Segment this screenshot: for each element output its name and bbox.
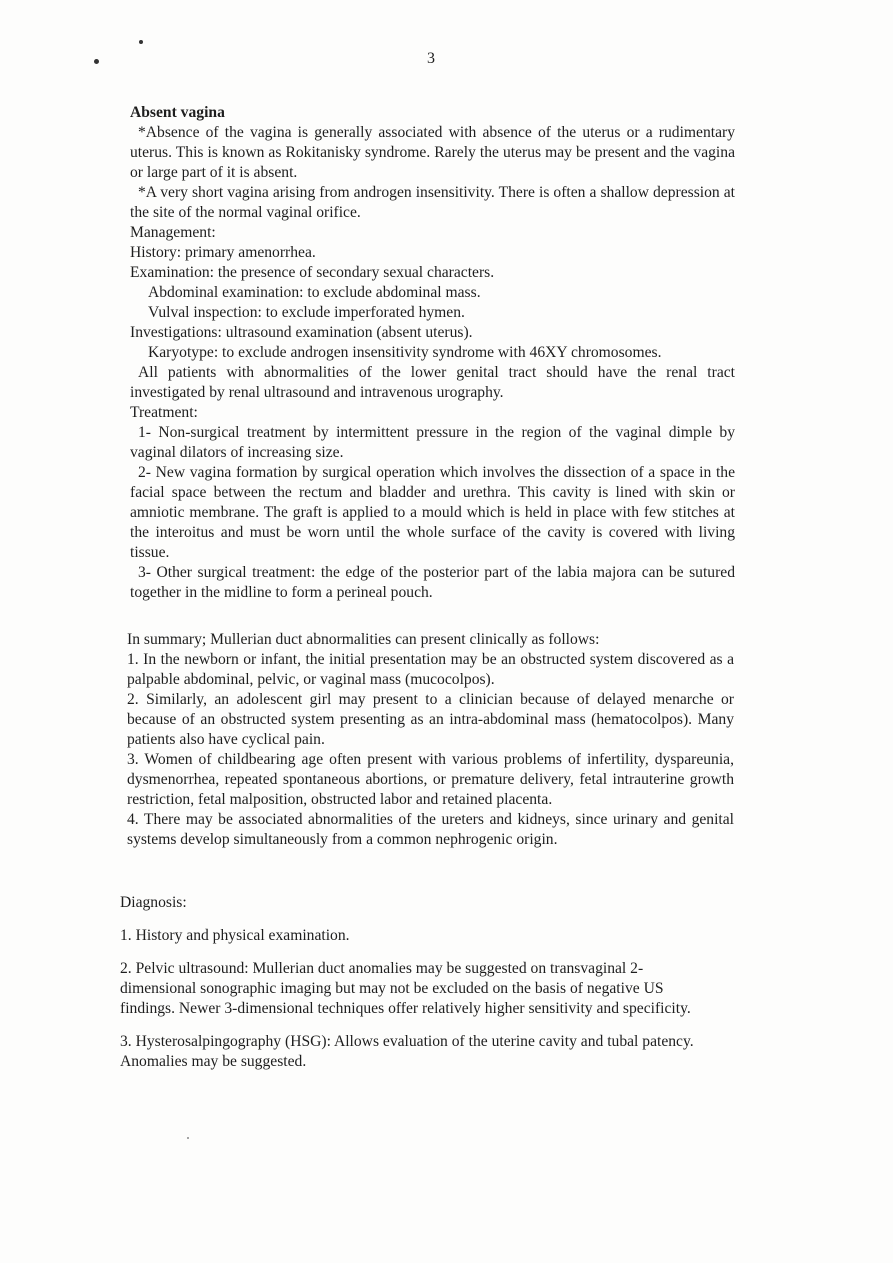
abdominal-line: Abdominal examination: to exclude abdominal mass. (148, 284, 481, 301)
history-line: History: primary amenorrhea. (130, 244, 316, 261)
summary-item: 2. Similarly, an adolescent girl may present to a clinician because of delayed menarche or because of an obstructed system presenting as an intra-abdominal mass (hematocolpos). Many patients also have cyclical pain. (127, 691, 734, 748)
absent-vagina-section (130, 103, 735, 603)
paragraph: *A very short vagina arising from androgen insensitivity. There is often a shallow depression at the site of the normal vaginal orifice. (130, 184, 735, 221)
management-label: Management: (130, 224, 216, 241)
diagnosis-item: 2. Pelvic ultrasound: Mullerian duct anomalies may be suggested on transvaginal 2-dimensional sonographic imaging but may not be excluded on the basis of negative US findings. Newer 3-dimensional techniques offer relatively higher sensitivity and specificity. (120, 960, 691, 1017)
summary-item: 1. In the newborn or infant, the initial presentation may be an obstructed system discovered as a palpable abdominal, pelvic, or vaginal mass (mucocolpos). (127, 651, 734, 688)
diagnosis-item: 1. History and physical examination. (120, 927, 350, 944)
treatment-item: 1- Non-surgical treatment by intermittent pressure in the region of the vaginal dimple by vaginal dilators of increasing size. (130, 424, 735, 461)
section-heading: Absent vagina (130, 104, 225, 121)
investigations-line: Investigations: ultrasound examination (absent uterus). (130, 324, 473, 341)
diagnosis-label: Diagnosis: (120, 894, 187, 911)
summary-item: 4. There may be associated abnormalities of the ureters and kidneys, since urinary and genital systems develop simultaneously from a common nephrogenic origin. (127, 811, 734, 848)
treatment-label: Treatment: (130, 404, 198, 421)
vulval-line: Vulval inspection: to exclude imperforated hymen. (148, 304, 465, 321)
diagnosis-item: 3. Hysterosalpingography (HSG): Allows evaluation of the uterine cavity and tubal patency. Anomalies may be suggested. (120, 1033, 694, 1070)
karyotype-line: Karyotype: to exclude androgen insensitivity syndrome with 46XY chromosomes. (148, 344, 662, 361)
examination-line: Examination: the presence of secondary sexual characters. (130, 264, 495, 281)
paragraph: *Absence of the vagina is generally associated with absence of the uterus or a rudimentary uterus. This is known as Rokitanisky syndrome. Rarely the uterus may be present and the vagina or large part of it is absent. (130, 124, 735, 181)
diagnosis-section (120, 893, 718, 1085)
summary-intro: In summary; Mullerian duct abnormalities can present clinically as follows: (127, 631, 600, 648)
renal-paragraph: All patients with abnormalities of the lower genital tract should have the renal tract investigated by renal ultrasound and intravenous urography. (130, 364, 735, 401)
speck-mark (187, 1137, 189, 1139)
summary-section (127, 630, 734, 850)
treatment-item: 3- Other surgical treatment: the edge of the posterior part of the labia majora can be sutured together in the midline to form a perineal pouch. (130, 564, 735, 601)
treatment-item: 2- New vagina formation by surgical operation which involves the dissection of a space in the facial space between the rectum and bladder and urethra. This cavity is lined with skin or amniotic membrane. The graft is applied to a mould which is held in place with few stitches at the interoitus and must be worn until the whole surface of the cavity is covered with living tissue. (130, 464, 735, 561)
summary-item: 3. Women of childbearing age often present with various problems of infertility, dyspareunia, dysmenorrhea, repeated spontaneous abortions, or premature delivery, fetal intrauterine growth restriction, fetal malposition, obstructed labor and retained placenta. (127, 751, 734, 808)
speck-mark (139, 40, 143, 44)
page-number: 3 (427, 50, 435, 67)
